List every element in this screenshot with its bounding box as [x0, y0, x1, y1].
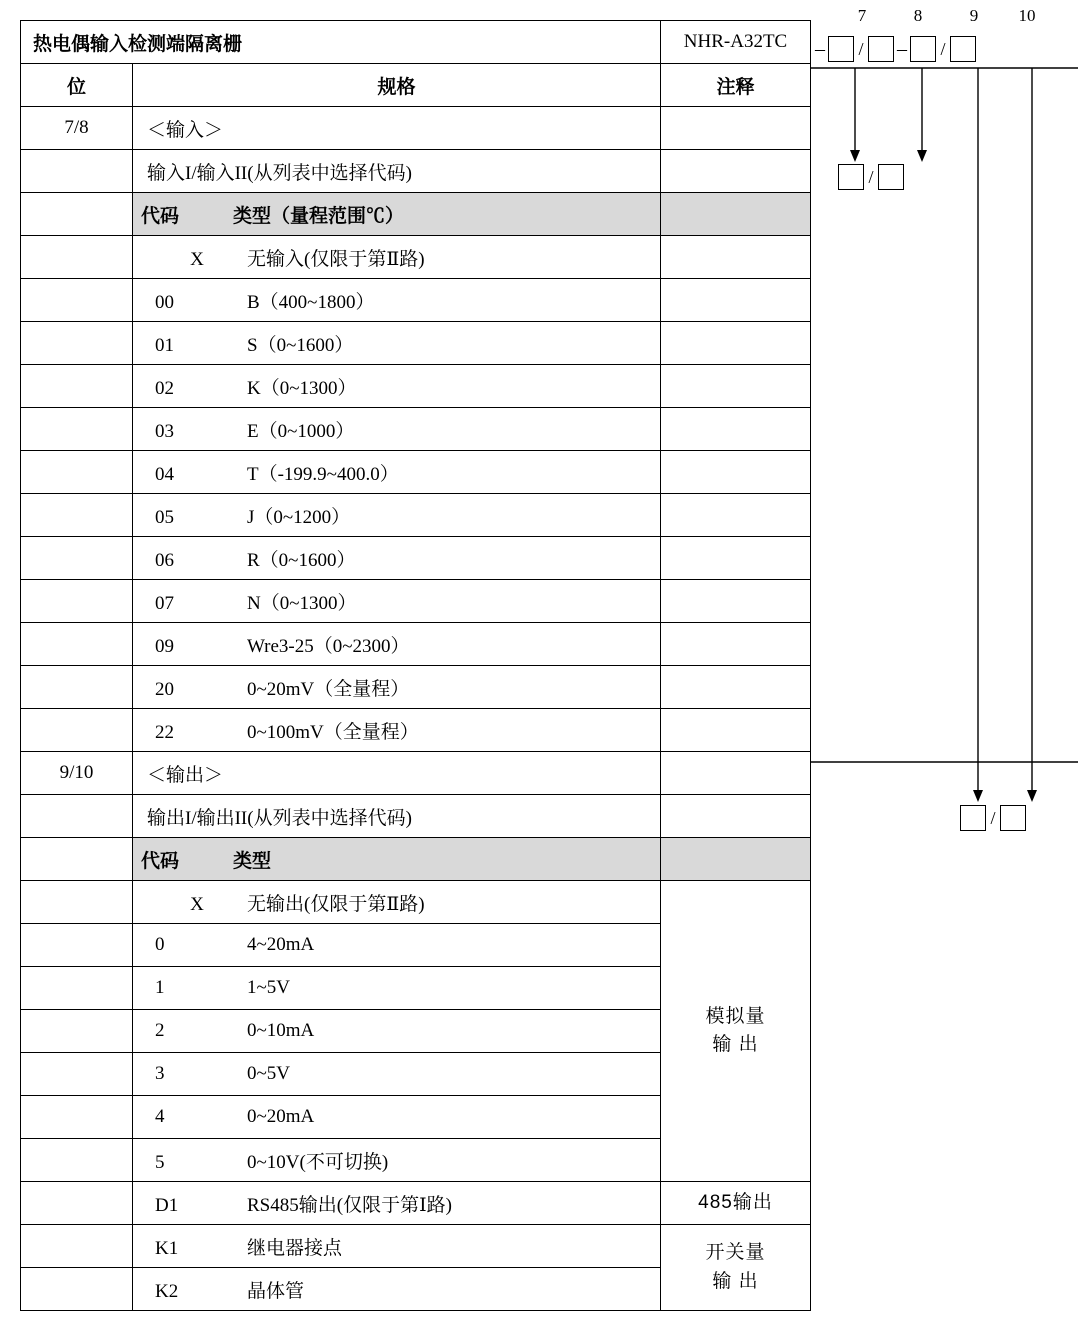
- note-cell-empty: [661, 236, 811, 279]
- spec-row-output-9: [133, 1268, 661, 1311]
- type-value: B（400~1800）: [247, 291, 375, 313]
- spec-row-input-9: [133, 623, 661, 666]
- note-analog-output: 模拟量 输 出: [661, 881, 811, 1182]
- type-value: R（0~1600）: [247, 549, 356, 571]
- spec-row-output-8: [133, 1225, 661, 1268]
- spacer-cell: [21, 838, 133, 881]
- output-code-box-2[interactable]: [1000, 805, 1026, 831]
- section-heading-input: ＜输入＞: [133, 107, 661, 150]
- model-name: NHR-A32TC: [661, 21, 811, 64]
- type-value: 0~100mV（全量程）: [247, 721, 419, 743]
- spec-row-input-2: [133, 322, 661, 365]
- input-code-boxes: [838, 164, 904, 190]
- type-value: S（0~1600）: [247, 334, 354, 356]
- digit-label-10: 10: [1018, 6, 1036, 25]
- header-position: 位: [21, 64, 133, 107]
- code-slash-2: /: [940, 38, 946, 59]
- spacer-cell: [21, 795, 133, 838]
- section-position-input: 7/8: [21, 107, 133, 150]
- spacer-cell: [21, 967, 133, 1010]
- code-value: 1: [155, 977, 165, 998]
- spec-row-output-5: [133, 1096, 661, 1139]
- output-code-slash: /: [990, 807, 996, 828]
- table-row: [21, 795, 811, 838]
- digit-label-8: 8: [913, 6, 923, 25]
- spacer-cell: [21, 1053, 133, 1096]
- spacer-cell: [21, 408, 133, 451]
- table-row: [21, 150, 811, 193]
- code-value: K2: [155, 1280, 179, 1302]
- spacer-cell: [21, 451, 133, 494]
- digit-label-9: 9: [969, 6, 979, 25]
- section-position-output: 9/10: [21, 752, 133, 795]
- note-cell-empty: [661, 150, 811, 193]
- code-value: 00: [155, 291, 174, 313]
- code-value: 01: [155, 334, 174, 356]
- spec-row-output-4: [133, 1053, 661, 1096]
- input-code-box-2[interactable]: [878, 164, 904, 190]
- model-code-diagram: [812, 6, 1080, 68]
- note-cell-empty: [661, 107, 811, 150]
- code-value: 0: [155, 934, 165, 955]
- table-row: [21, 236, 811, 279]
- type-value: 无输入(仅限于第Ⅱ路): [247, 248, 425, 270]
- note-cell-empty: [661, 752, 811, 795]
- table-row: [21, 580, 811, 623]
- note-cell-empty: [661, 451, 811, 494]
- note-cell-empty: [661, 537, 811, 580]
- code-value: 22: [155, 721, 174, 743]
- spacer-cell: [21, 322, 133, 365]
- code-box-8[interactable]: [868, 36, 894, 62]
- code-value: 5: [155, 1151, 165, 1173]
- spacer-cell: [21, 537, 133, 580]
- note-cell-empty: [661, 365, 811, 408]
- type-value: 4~20mA: [247, 934, 315, 955]
- spec-row-input-11: [133, 709, 661, 752]
- type-value: J（0~1200）: [247, 506, 351, 528]
- subheader-type-label: 类型: [233, 850, 272, 872]
- note-cell-empty: [661, 279, 811, 322]
- note-switch-output: 开关量 输 出: [661, 1225, 811, 1311]
- note-cell-empty: [661, 795, 811, 838]
- type-value: RS485输出(仅限于第Ⅰ路): [247, 1194, 452, 1216]
- table-row: [21, 322, 811, 365]
- spec-row-output-2: [133, 967, 661, 1010]
- note-cell-empty: [661, 623, 811, 666]
- document-title: 热电偶输入检测端隔离栅: [21, 21, 661, 64]
- code-value: 06: [155, 549, 174, 571]
- code-value: 03: [155, 420, 174, 442]
- type-value: Wre3-25（0~2300）: [247, 635, 410, 657]
- spec-row-output-1: [133, 924, 661, 967]
- code-value: X: [190, 893, 204, 915]
- spec-row-output-0: [133, 881, 661, 924]
- spacer-cell: [21, 1225, 133, 1268]
- section-instruction-output: 输出I/输出II(从列表中选择代码): [133, 795, 661, 838]
- spec-row-input-1: [133, 279, 661, 322]
- spacer-cell: [21, 1268, 133, 1311]
- note-cell-empty: [661, 666, 811, 709]
- type-value: N（0~1300）: [247, 592, 357, 614]
- model-code-digit-labels: [812, 6, 1080, 30]
- note-cell-empty: [661, 580, 811, 623]
- spec-row-input-0: [133, 236, 661, 279]
- type-value: T（-199.9~400.0）: [247, 463, 399, 485]
- digit-label-7: 7: [857, 6, 867, 25]
- code-box-7[interactable]: [828, 36, 854, 62]
- subheader-input: [133, 193, 661, 236]
- note-cell-empty: [661, 322, 811, 365]
- type-value: K（0~1300）: [247, 377, 357, 399]
- table-row: [21, 881, 811, 924]
- code-slash-1: /: [858, 38, 864, 59]
- spec-row-output-3: [133, 1010, 661, 1053]
- code-box-10[interactable]: [950, 36, 976, 62]
- subheader-code-label: 代码: [141, 850, 180, 872]
- spacer-cell: [21, 709, 133, 752]
- code-value: 20: [155, 678, 174, 700]
- type-value: 0~10mA: [247, 1020, 315, 1041]
- type-value: 0~20mV（全量程）: [247, 678, 410, 700]
- spec-row-input-8: [133, 580, 661, 623]
- section-instruction-input: 输入I/输入II(从列表中选择代码): [133, 150, 661, 193]
- table-row-title: [21, 21, 811, 64]
- code-value: 3: [155, 1063, 165, 1084]
- table-row: [21, 365, 811, 408]
- spacer-cell: [21, 1182, 133, 1225]
- section-heading-output: ＜输出＞: [133, 752, 661, 795]
- code-dash-2: –: [897, 38, 907, 60]
- table-row: [21, 709, 811, 752]
- table-row: [21, 1182, 811, 1225]
- type-value: 0~5V: [247, 1063, 291, 1084]
- table-row: [21, 1225, 811, 1268]
- note-cell-empty: [661, 838, 811, 881]
- spec-row-input-4: [133, 408, 661, 451]
- code-value: 04: [155, 463, 174, 485]
- type-value: E（0~1000）: [247, 420, 355, 442]
- code-dash-1: –: [815, 38, 825, 60]
- spacer-cell: [21, 494, 133, 537]
- output-code-boxes: [960, 805, 1026, 831]
- spacer-cell: [21, 1096, 133, 1139]
- code-value: 05: [155, 506, 174, 528]
- code-value: 07: [155, 592, 174, 614]
- input-code-box-1[interactable]: [838, 164, 864, 190]
- subheader-output: [133, 838, 661, 881]
- header-spec: 规格: [133, 64, 661, 107]
- note-cell-empty: [661, 193, 811, 236]
- table-row: [21, 752, 811, 795]
- note-cell-empty: [661, 408, 811, 451]
- subheader-code-label: 代码: [141, 205, 180, 227]
- table-row: [21, 494, 811, 537]
- type-value: 晶体管: [247, 1280, 305, 1302]
- output-code-box-1[interactable]: [960, 805, 986, 831]
- table-row: [21, 666, 811, 709]
- input-code-slash: /: [868, 166, 874, 187]
- spec-row-input-5: [133, 451, 661, 494]
- type-value: 0~10V(不可切换): [247, 1151, 389, 1173]
- specification-table: [20, 20, 811, 1311]
- table-row: [21, 537, 811, 580]
- header-note: 注释: [661, 64, 811, 107]
- code-value: 09: [155, 635, 174, 657]
- note-rs485-output: 485输出: [661, 1182, 811, 1225]
- note-cell-empty: [661, 709, 811, 752]
- spec-row-input-3: [133, 365, 661, 408]
- subheader-type-label: 类型（量程范围℃）: [233, 205, 405, 227]
- table-row: [21, 623, 811, 666]
- spacer-cell: [21, 236, 133, 279]
- spacer-cell: [21, 881, 133, 924]
- table-row: [21, 451, 811, 494]
- spec-row-output-7: [133, 1182, 661, 1225]
- table-row-header: [21, 64, 811, 107]
- code-value: 2: [155, 1020, 165, 1041]
- code-value: K1: [155, 1237, 179, 1259]
- type-value: 1~5V: [247, 977, 291, 998]
- code-value: 4: [155, 1106, 165, 1127]
- spacer-cell: [21, 1010, 133, 1053]
- code-value: X: [190, 248, 204, 270]
- table-row-subheader: [21, 193, 811, 236]
- spacer-cell: [21, 150, 133, 193]
- spacer-cell: [21, 924, 133, 967]
- model-code-boxes: [812, 32, 976, 66]
- table-row-subheader: [21, 838, 811, 881]
- table-row: [21, 408, 811, 451]
- table-row: [21, 107, 811, 150]
- spacer-cell: [21, 279, 133, 322]
- spacer-cell: [21, 1139, 133, 1182]
- spacer-cell: [21, 623, 133, 666]
- spec-row-input-10: [133, 666, 661, 709]
- code-value: 02: [155, 377, 174, 399]
- code-value: D1: [155, 1194, 179, 1216]
- type-value: 0~20mA: [247, 1106, 315, 1127]
- type-value: 继电器接点: [247, 1237, 343, 1259]
- note-cell-empty: [661, 494, 811, 537]
- spacer-cell: [21, 666, 133, 709]
- spec-row-output-6: [133, 1139, 661, 1182]
- table-row: [21, 279, 811, 322]
- spec-row-input-7: [133, 537, 661, 580]
- spacer-cell: [21, 193, 133, 236]
- type-value: 无输出(仅限于第Ⅱ路): [247, 893, 425, 915]
- spacer-cell: [21, 365, 133, 408]
- spacer-cell: [21, 580, 133, 623]
- code-box-9[interactable]: [910, 36, 936, 62]
- spec-row-input-6: [133, 494, 661, 537]
